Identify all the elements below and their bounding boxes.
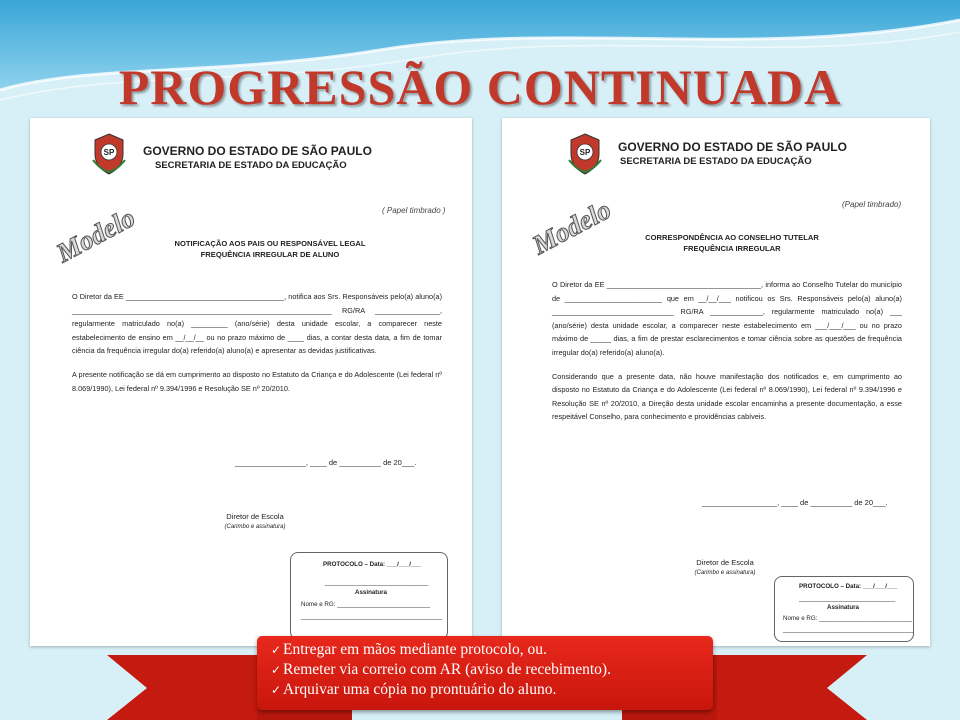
org-department: SECRETARIA DE ESTADO DA EDUCAÇÃO <box>620 156 812 167</box>
doc-paragraph: O Diretor da EE ______________________________________, informa ao Conselho Tutelar do município de ________________________ que em __/__/___ notificou os Srs. Responsáveis pelo(a) aluno(a) ______________________________ RG/RA _____________, regularmente matriculado no(a) ___ (ano/série) desta unidade escolar, a comparecer neste estabelecimento em ___/___/___ ou no prazo máximo de _____ dias, a fim de prestar esclarecimentos e tomar ciência sobre as questões de frequência irregular do(a) referido(a) aluno(a). <box>552 280 902 357</box>
doc-paragraph: A presente notificação se dá em cumprimento ao disposto no Estatuto da Criança e do Adolescente (Lei federal nº 8.069/1990), Lei federal nº 9.394/1996 e Resolução SE nº 20/2010. <box>72 369 442 393</box>
doc-body <box>552 278 902 434</box>
date-line: _________________, ____ de __________ de 20___. <box>235 458 417 467</box>
list-item <box>271 680 713 700</box>
list-item <box>271 640 713 660</box>
list-item <box>271 660 713 680</box>
check-icon: ✓ <box>271 683 282 697</box>
org-name: GOVERNO DO ESTADO DE SÃO PAULO <box>143 144 372 158</box>
state-seal-icon <box>566 132 604 176</box>
signature-block <box>680 558 770 578</box>
protocol-title: PROTOCOLO – Data: ___/___/___ <box>799 583 898 590</box>
signature-title: Diretor de Escola <box>696 558 754 567</box>
date-line: __________________, ____ de __________ de 20___. <box>702 498 888 507</box>
protocol-box <box>290 552 448 640</box>
signature-subtitle: (Carimbo e assinatura) <box>694 570 756 576</box>
doc-title <box>602 232 862 254</box>
slide-title: PROGRESSÃO CONTINUADA <box>118 59 842 115</box>
council-document-right <box>502 118 930 646</box>
protocol-sign-line: ______________________________ <box>325 579 429 586</box>
org-department: SECRETARIA DE ESTADO DA EDUCAÇÃO <box>155 160 347 171</box>
letterhead-note: ( Papel timbrado ) <box>382 206 446 215</box>
doc-paragraph: Considerando que a presente data, não houve manifestação dos notificados e, em cumprimento ao disposto no Estatuto da Criança e do Adolescente (Lei federal nº 8.069/1990), Lei federal nº 9.394/1996 e Resolução SE nº 20/2010, a Direção desta unidade escolar encaminha a presente documentação, a esse respeitável Conselho, para conhecimento e providências cabíveis. <box>552 371 902 422</box>
state-seal-icon <box>90 132 128 176</box>
protocol-box <box>774 576 914 642</box>
protocol-sign-line: ____________________________ <box>799 595 896 602</box>
instruction-text: Remeter via correio com AR (aviso de recebimento). <box>283 661 611 678</box>
doc-title <box>130 238 410 260</box>
doc-body <box>72 290 442 405</box>
model-watermark: Modelo <box>527 194 616 261</box>
letterhead-note: (Papel timbrado) <box>842 200 902 209</box>
protocol-name-line: Nome e RG: ___________________________ <box>783 615 913 622</box>
svg-text:SP: SP <box>579 148 591 157</box>
signature-title: Diretor de Escola <box>226 512 284 521</box>
doc-header <box>30 132 472 186</box>
doc-title-line1: CORRESPONDÊNCIA AO CONSELHO TUTELAR <box>645 233 819 242</box>
signature-subtitle: (Carimbo e assinatura) <box>224 524 286 530</box>
protocol-sign-label: Assinatura <box>827 604 859 611</box>
instruction-text: Arquivar uma cópia no prontuário do aluno. <box>283 681 557 698</box>
notification-document-left <box>30 118 472 646</box>
protocol-extra-line: _________________________________________ <box>301 613 443 620</box>
instruction-text: Entregar em mãos mediante protocolo, ou. <box>283 641 547 658</box>
check-icon: ✓ <box>271 643 282 657</box>
instructions-banner <box>257 636 713 710</box>
model-watermark: Modelo <box>51 202 140 269</box>
org-name: GOVERNO DO ESTADO DE SÃO PAULO <box>618 140 847 154</box>
signature-block <box>210 512 300 532</box>
doc-title-line2: FREQUÊNCIA IRREGULAR DE ALUNO <box>200 250 340 259</box>
doc-header <box>502 132 930 186</box>
protocol-title: PROTOCOLO – Data: ___/___/___ <box>323 561 422 568</box>
doc-title-line1: NOTIFICAÇÃO AOS PAIS OU RESPONSÁVEL LEGAL <box>174 239 366 248</box>
check-icon: ✓ <box>271 663 282 677</box>
protocol-name-line: Nome e RG: ___________________________ <box>301 601 431 608</box>
protocol-sign-label: Assinatura <box>355 589 387 596</box>
instructions-list <box>257 636 713 700</box>
doc-paragraph: O Diretor da EE _______________________________________, notifica aos Srs. Responsáveis pelo(a) aluno(a) ________________________________________________________________ RG/RA ________________, regularmente matriculado no(a) _________ (ano/série) desta unidade escolar, a comparecer neste estabelecimento de ensino em __/__/__ ou no prazo máximo de ____ dias, a contar desta data, a fim de tomar ciência da frequência irregular do(a) referido(a) aluno(a) e apresentar as devidas justificativas. <box>72 292 442 356</box>
protocol-extra-line: ______________________________________ <box>783 626 914 633</box>
doc-title-line2: FREQUÊNCIA IRREGULAR <box>683 244 781 253</box>
svg-text:SP: SP <box>103 148 115 157</box>
